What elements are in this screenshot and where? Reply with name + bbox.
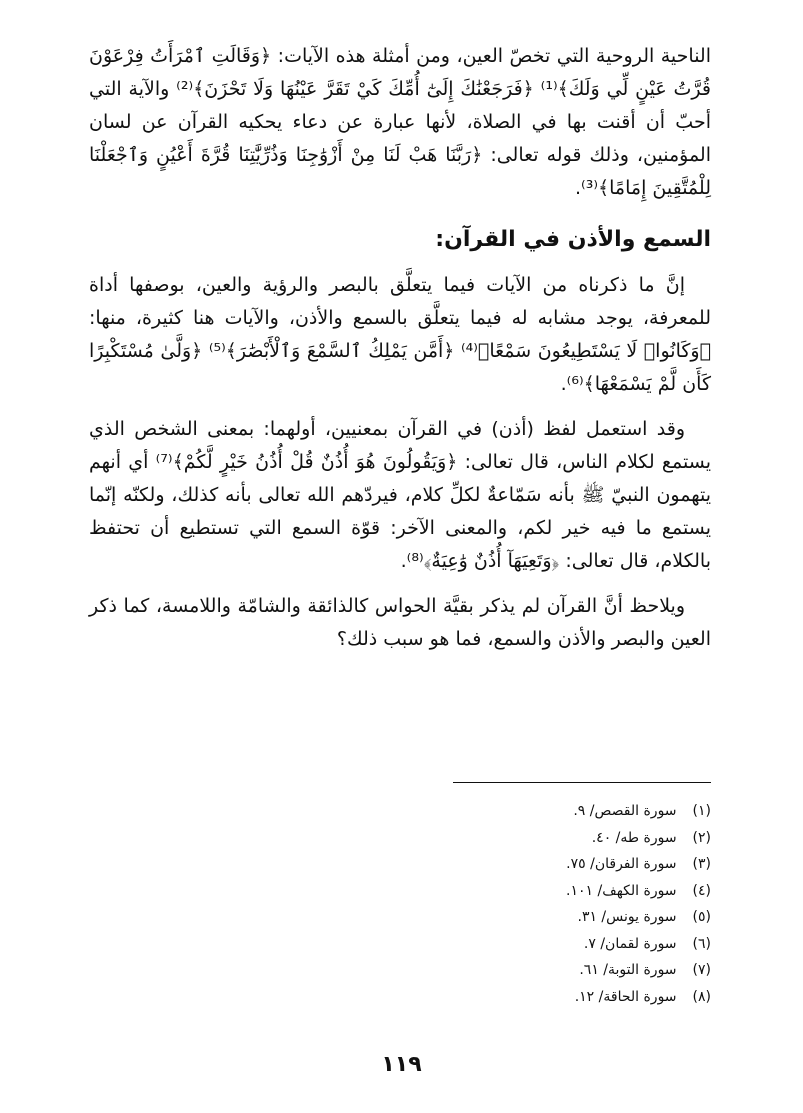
footnotes-list — [411, 798, 711, 1010]
footnote-number: (٨) — [692, 988, 711, 1005]
footnote-item — [411, 798, 711, 825]
footnote-text: سورة التوبة/ ٦١. — [579, 962, 677, 978]
body-paragraph-1: إنَّ ما ذكرناه من الآيات فيما يتعلَّق بالبصر والرؤية والعين، بوصفها أداة للمعرفة، يوجد مشابه له فيما يتعلَّق بالسمع والأذن، والآيات هنا كثيرة، منها: ﴿وَكَانُوا۟ لَا يَسْتَطِيعُونَ سَمْعًا﴾⁽⁴⁾ ﴿أَمَّن يَمْلِكُ ٱلسَّمْعَ وَٱلْأَبْصَٰرَ﴾⁽⁵⁾ ﴿وَلَّىٰ مُسْتَكْبِرًا كَأَن لَّمْ يَسْمَعْهَا﴾⁽⁶⁾. — [89, 274, 711, 395]
footnote-text: سورة الكهف/ ١٠١. — [566, 882, 677, 899]
footnote-text: سورة يونس/ ٣١. — [577, 909, 677, 925]
footnote-text: سورة لقمان/ ٧. — [583, 935, 677, 952]
footnote-number: (٥) — [692, 909, 711, 925]
footnote-item — [411, 825, 711, 852]
main-text — [89, 40, 711, 668]
footnote-divider — [453, 782, 711, 783]
intro-paragraph: الناحية الروحية التي تخصّ العين، ومن أمثلة هذه الآيات: ﴿وَقَالَتِ ٱمْرَأَتُ فِرْعَوْنَ قُرَّتُ عَيْنٍ لِّي وَلَكَ﴾⁽¹⁾ ﴿فَرَجَعْنَٰكَ إِلَىٰٓ أُمِّكَ كَيْ تَقَرَّ عَيْنُهَا وَلَا تَحْزَنَ﴾⁽²⁾ والآية التي أحبّ أن أقنت بها في الصلاة، لأنها عبارة عن دعاء يحكيه القرآن عن لسان المؤمنين، وذلك قوله تعالى: ﴿رَبَّنَا هَبْ لَنَا مِنْ أَزْوَٰجِنَا وَذُرِّيَّٰتِنَا قُرَّةَ أَعْيُنٍ وَٱجْعَلْنَا لِلْمُتَّقِينَ إِمَامًا﴾⁽³⁾. — [89, 45, 711, 199]
footnote-item — [411, 957, 711, 984]
footnote-text: سورة الحاقة/ ١٢. — [574, 988, 677, 1005]
footnote-number: (٤) — [692, 882, 711, 899]
footnote-item — [411, 984, 711, 1011]
footnote-text: سورة القصص/ ٩. — [573, 803, 677, 819]
footnote-number: (١) — [692, 803, 711, 819]
footnote-item — [411, 851, 711, 878]
footnote-item — [411, 931, 711, 958]
footnote-item — [411, 904, 711, 931]
footnote-text: سورة طه/ ٤٠. — [591, 829, 677, 846]
page-number: ١١٩ — [381, 1052, 422, 1077]
footnote-number: (٧) — [692, 962, 711, 978]
footnote-number: (٦) — [692, 935, 711, 952]
section-heading: السمع والأذن في القرآن: — [435, 227, 711, 252]
body-paragraph-3: ويلاحظ أنَّ القرآن لم يذكر بقيَّة الحواس كالذائقة والشامّة واللامسة، كما ذكر العين والبصر والأذن والسمع، فما هو سبب ذلك؟ — [89, 595, 711, 650]
footnote-number: (٣) — [692, 856, 711, 872]
footnote-number: (٢) — [692, 829, 711, 846]
footnote-item — [411, 878, 711, 905]
footnote-text: سورة الفرقان/ ٧٥. — [566, 856, 677, 872]
body-paragraph-2: وقد استعمل لفظ (أذن) في القرآن بمعنيين، أولهما: بمعنى الشخص الذي يستمع لكلام الناس، قال تعالى: ﴿وَيَقُولُونَ هُوَ أُذُنٌ قُلْ أُذُنُ خَيْرٍ لَّكُمْ﴾⁽⁷⁾ أي أنهم يتهمون النبيّ ﷺ بأنه سَمّاعةٌ لكلِّ كلام، فيردّهم الله تعالى بأنه كذلك، ولكنّه إنّما يستمع ما فيه خير لكم، والمعنى الآخر: قوّة السمع التي تستطيع أن تحتفظ بالكلام، قال تعالى: ﴿وَتَعِيَهَآ أُذُنٌ وَٰعِيَةٌ﴾⁽⁸⁾. — [89, 418, 711, 572]
